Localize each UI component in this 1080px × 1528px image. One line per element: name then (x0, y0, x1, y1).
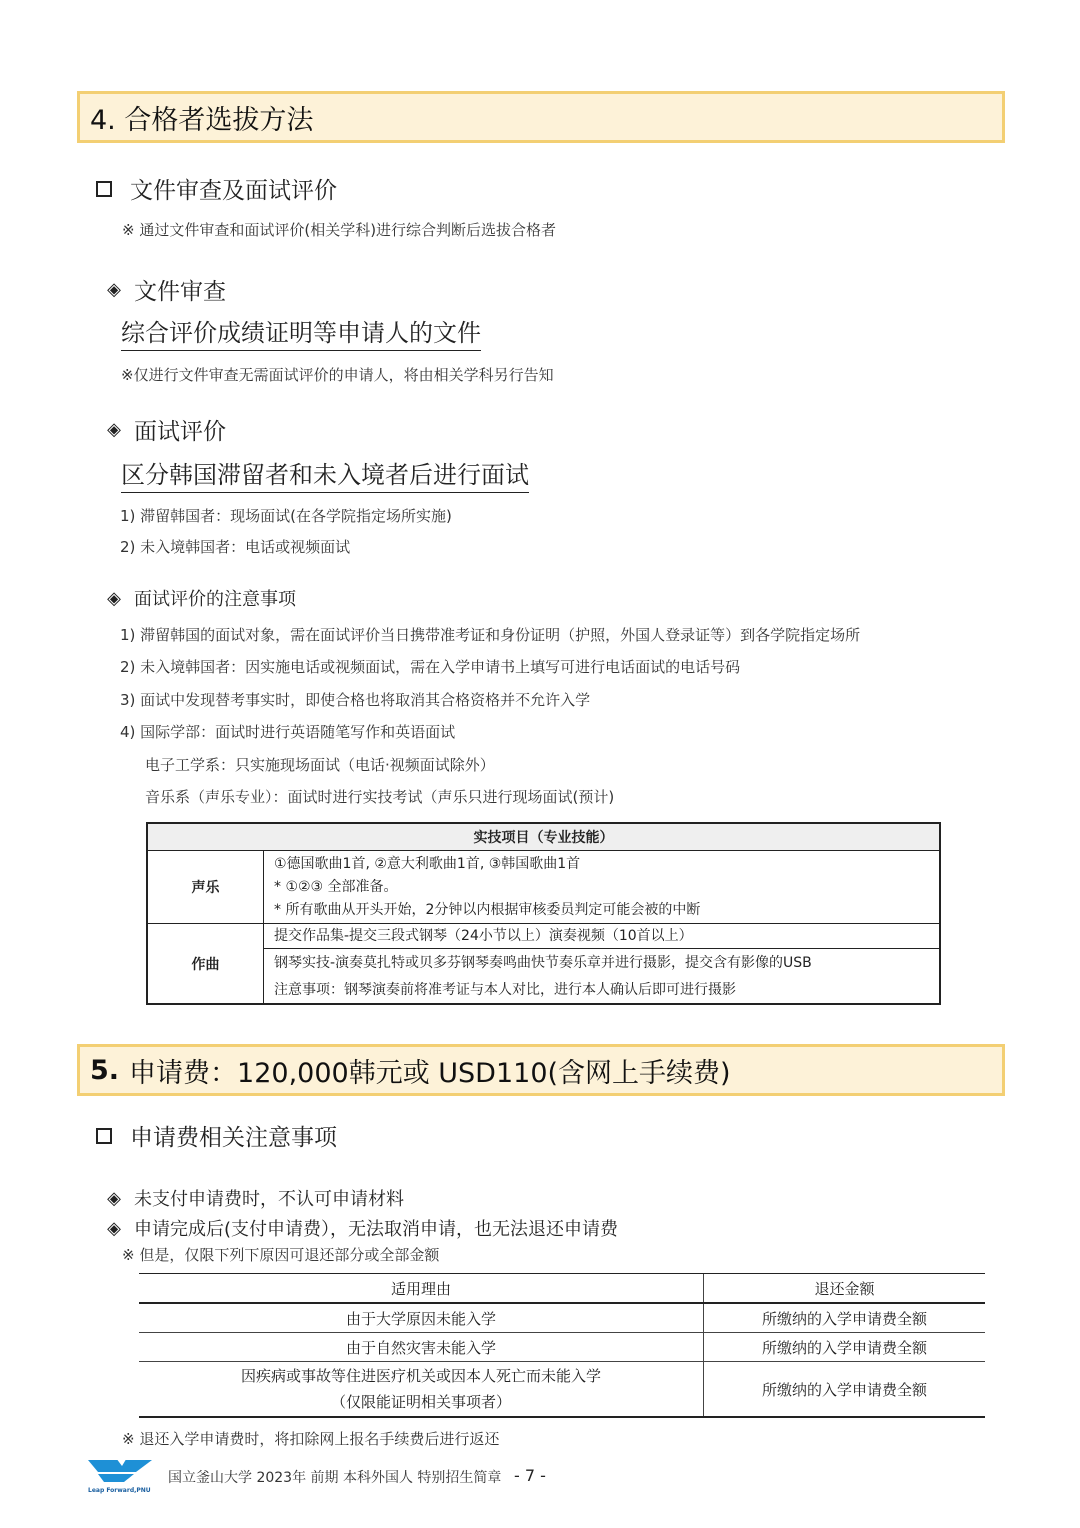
refund-note: ※ 但是，仅限下列下原因可退还部分或全部金额 (122, 1246, 440, 1264)
doc-interview-heading: 文件审查及面试评价 (96, 172, 337, 205)
caution-item: 1) 滞留韩国的面试对象，需在面试评价当日携带准考证和身份证明（护照，外国人登录证等）到各学院指定场所 (120, 626, 861, 644)
interview-item: 2) 未入境韩国者：电话或视频面试 (120, 538, 351, 556)
logo-text: Leap Forward,PNU (88, 1487, 151, 1494)
interview-item: 1) 滞留韩国者：现场面试(在各学院指定场所实施) (120, 507, 452, 525)
pnu-logo-icon (88, 1456, 154, 1484)
composition-line: 注意事项：钢琴演奏前将准考证与本人对比，进行本人确认后即可进行摄影 (264, 977, 941, 1004)
interview-heading: ◈ 面试评价 (104, 413, 226, 446)
table-row: 因疾病或事故等住进医疗机关或因本人死亡而未能入学 （仅限能证明相关事项者） 所缴纳的入学申请费全额 (139, 1362, 985, 1418)
diamond-bullet-icon: ◈ (107, 587, 121, 609)
section4-title-bar (77, 91, 1005, 143)
page-number: - 7 - (514, 1466, 546, 1485)
section5-number: 5. (90, 1054, 120, 1086)
square-bullet-icon (96, 181, 112, 197)
caution-item: 音乐系（声乐专业）：面试时进行实技考试（声乐只进行现场面试(预计) (145, 788, 615, 806)
table-row: 由于大学原因未能入学 所缴纳的入学申请费全额 (139, 1303, 985, 1333)
fee-point: ◈ 申请完成后(支付申请费），无法取消申请，也无法退还申请费 (104, 1215, 618, 1241)
square-bullet-icon (96, 1128, 112, 1144)
caution-item: 2) 未入境韩国者：因实施电话或视频面试，需在入学申请书上填写可进行电话面试的电话号码 (120, 658, 741, 676)
caution-item: 3) 面试中发现替考事实时，即使合格也将取消其合格资格并不允许入学 (120, 691, 591, 709)
vocal-label: 声乐 (147, 851, 264, 924)
doc-review-heading: ◈ 文件审查 (104, 273, 226, 306)
skill-table (146, 822, 941, 1005)
selection-note: ※ 通过文件审查和面试评价(相关学科)进行综合判断后选拔合格者 (122, 221, 557, 239)
section5-title-bar (77, 1044, 1005, 1096)
refund-deduction-note: ※ 退还入学申请费时，将扣除网上报名手续费后进行返还 (122, 1430, 500, 1448)
diamond-bullet-icon: ◈ (107, 1187, 121, 1209)
section4-title: 4. 合格者选拔方法 (90, 104, 314, 136)
interview-summary: 区分韩国滞留者和未入境者后进行面试 (121, 460, 529, 493)
doc-review-summary: 综合评价成绩证明等申请人的文件 (121, 318, 481, 351)
section5-title: 申请费：120,000韩元或 USD110(含网上手续费) (129, 1057, 731, 1089)
vocal-content: ①德国歌曲1首, ②意大利歌曲1首, ③韩国歌曲1首 * ①②③ 全部准备。 * 所有歌曲从开头开始，2分钟以内根据审核委员判定可能会被的中断 (264, 851, 941, 924)
fee-caution-heading: 申请费相关注意事项 (96, 1119, 337, 1152)
composition-line: 钢琴实技-演奏莫扎特或贝多芬钢琴奏鸣曲快节奏乐章并进行摄影，提交含有影像的USB (264, 949, 941, 978)
pnu-logo (88, 1456, 154, 1492)
cautions-heading: ◈ 面试评价的注意事项 (104, 585, 296, 611)
diamond-bullet-icon: ◈ (107, 279, 121, 300)
doc-review-note: ※仅进行文件审查无需面试评价的申请人，将由相关学科另行告知 (121, 366, 554, 384)
refund-header-reason: 适用理由 (139, 1274, 704, 1304)
refund-header-amount: 退还金额 (704, 1274, 986, 1304)
refund-table (139, 1273, 985, 1418)
table-row: 由于自然灾害未能入学 所缴纳的入学申请费全额 (139, 1333, 985, 1362)
footer-text: 国立釜山大学 2023年 前期 本科外国人 特别招生简章 (168, 1470, 502, 1486)
skill-table-header: 实技项目（专业技能） (147, 823, 940, 851)
composition-line: 提交作品集-提交三段式钢琴（24小节以上）演奏视频（10首以上） (264, 924, 941, 949)
fee-point: ◈ 未支付申请费时，不认可申请材料 (104, 1185, 404, 1211)
diamond-bullet-icon: ◈ (107, 419, 121, 440)
composition-label: 作曲 (147, 924, 264, 1005)
diamond-bullet-icon: ◈ (107, 1217, 121, 1239)
caution-item: 电子工学系：只实施现场面试（电话·视频面试除外） (145, 756, 495, 774)
caution-item: 4) 国际学部：面试时进行英语随笔写作和英语面试 (120, 723, 456, 741)
